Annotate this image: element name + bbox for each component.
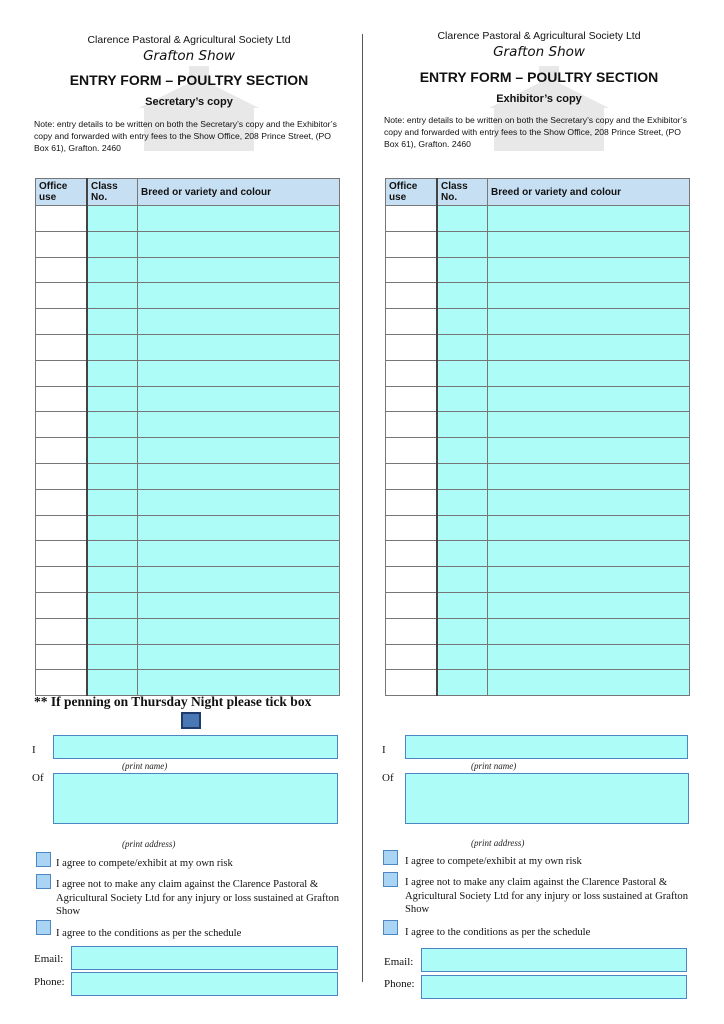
table-row — [36, 592, 340, 618]
table-row — [386, 670, 690, 696]
office-use-cell — [386, 592, 438, 618]
office-use-cell — [36, 334, 88, 360]
entry-table — [385, 178, 690, 696]
entry-rows — [386, 206, 690, 696]
office-use-cell — [386, 309, 438, 335]
breed-cell[interactable] — [488, 206, 690, 232]
office-use-cell — [386, 257, 438, 283]
table-row — [386, 592, 690, 618]
class-no-header: Class No. — [87, 179, 138, 206]
class-no-cell[interactable] — [87, 463, 138, 489]
office-use-cell — [386, 541, 438, 567]
table-row — [36, 206, 340, 232]
class-no-cell[interactable] — [437, 592, 488, 618]
table-row — [386, 206, 690, 232]
breed-cell[interactable] — [138, 283, 340, 309]
table-row — [36, 541, 340, 567]
show-name: Grafton Show — [143, 48, 235, 64]
breed-cell[interactable] — [138, 567, 340, 593]
class-no-cell[interactable] — [437, 567, 488, 593]
table-row — [386, 386, 690, 412]
table-row — [36, 360, 340, 386]
class-no-cell[interactable] — [87, 412, 138, 438]
breed-cell[interactable] — [138, 438, 340, 464]
breed-cell[interactable] — [138, 489, 340, 515]
agree-no-claim-checkbox[interactable] — [36, 874, 51, 889]
agree-no-claim-text: I agree not to make any claim against the Clarence Pastoral & Agricultural Society Ltd for any injury or loss sustained at Grafton Show — [56, 879, 340, 917]
class-no-cell[interactable] — [437, 412, 488, 438]
office-use-cell — [36, 386, 88, 412]
breed-header: Breed or variety and colour — [488, 179, 690, 206]
agree-no-claim-checkbox[interactable] — [383, 872, 398, 887]
class-no-cell[interactable] — [437, 360, 488, 386]
entry-table — [35, 178, 340, 696]
address-field[interactable] — [405, 773, 689, 824]
show-name: Grafton Show — [493, 44, 585, 60]
class-no-cell[interactable] — [87, 257, 138, 283]
table-row — [386, 231, 690, 257]
class-no-header: Class No. — [437, 179, 488, 206]
phone-label: Phone: — [384, 978, 415, 990]
table-row — [386, 618, 690, 644]
table-row — [36, 412, 340, 438]
agree-risk-checkbox[interactable] — [36, 852, 51, 867]
instructions-note: Note: entry details to be written on both the Secretary’s copy and the Exhibitor’s copy and forwarded with entry fees to the Show Office, 208 Prince Street, (PO Box 61), Grafton. 2460 — [34, 119, 337, 153]
breed-cell[interactable] — [138, 463, 340, 489]
table-row — [36, 644, 340, 670]
phone-field[interactable] — [421, 975, 687, 999]
copy-label: Exhibitor’s copy — [496, 93, 582, 105]
office-use-cell — [36, 567, 88, 593]
table-row — [36, 618, 340, 644]
table-row — [36, 283, 340, 309]
breed-cell[interactable] — [488, 360, 690, 386]
class-no-cell[interactable] — [87, 592, 138, 618]
office-use-cell — [36, 257, 88, 283]
office-use-cell — [36, 309, 88, 335]
class-no-cell[interactable] — [87, 489, 138, 515]
email-field[interactable] — [71, 946, 338, 970]
breed-cell[interactable] — [138, 618, 340, 644]
form-title: ENTRY FORM – POULTRY SECTION — [419, 69, 659, 85]
office-use-cell — [36, 463, 88, 489]
agree-conditions-text: I agree to the conditions as per the schedule — [405, 927, 591, 938]
office-use-header: Office use — [36, 179, 88, 206]
office-use-cell — [386, 334, 438, 360]
exhibitor-copy — [380, 0, 698, 1024]
class-no-cell[interactable] — [87, 334, 138, 360]
table-row — [36, 438, 340, 464]
breed-cell[interactable] — [138, 670, 340, 696]
class-no-cell[interactable] — [87, 670, 138, 696]
breed-cell[interactable] — [488, 309, 690, 335]
address-hint: (print address) — [471, 838, 525, 848]
class-no-cell[interactable] — [87, 360, 138, 386]
class-no-cell[interactable] — [87, 283, 138, 309]
agree-risk-text: I agree to compete/exhibit at my own risk — [56, 858, 233, 869]
class-no-cell[interactable] — [87, 206, 138, 232]
name-hint: (print name) — [122, 761, 168, 771]
class-no-cell[interactable] — [437, 489, 488, 515]
table-row — [36, 386, 340, 412]
class-no-cell[interactable] — [437, 386, 488, 412]
table-row — [36, 567, 340, 593]
breed-cell[interactable] — [138, 231, 340, 257]
penning-note: ** If penning on Thursday Night please tick box — [34, 694, 312, 709]
breed-cell[interactable] — [138, 309, 340, 335]
class-no-cell[interactable] — [437, 438, 488, 464]
class-no-cell[interactable] — [87, 231, 138, 257]
class-no-cell[interactable] — [437, 334, 488, 360]
phone-label: Phone: — [34, 976, 65, 988]
breed-cell[interactable] — [488, 489, 690, 515]
class-no-cell[interactable] — [437, 644, 488, 670]
class-no-cell[interactable] — [437, 670, 488, 696]
office-use-cell — [36, 592, 88, 618]
office-use-cell — [386, 206, 438, 232]
breed-cell[interactable] — [488, 386, 690, 412]
table-row — [36, 489, 340, 515]
breed-cell[interactable] — [488, 670, 690, 696]
class-no-cell[interactable] — [437, 515, 488, 541]
office-use-cell — [386, 231, 438, 257]
agree-conditions-checkbox[interactable] — [383, 920, 398, 935]
table-header-row — [36, 179, 340, 206]
class-no-cell[interactable] — [87, 438, 138, 464]
breed-cell[interactable] — [138, 360, 340, 386]
table-row — [36, 231, 340, 257]
office-use-cell — [386, 360, 438, 386]
table-row — [36, 463, 340, 489]
class-no-cell[interactable] — [437, 309, 488, 335]
office-use-cell — [36, 541, 88, 567]
breed-cell[interactable] — [138, 257, 340, 283]
table-row — [386, 334, 690, 360]
breed-cell[interactable] — [488, 541, 690, 567]
email-label: Email: — [34, 953, 64, 965]
class-no-cell[interactable] — [437, 231, 488, 257]
address-label: Of — [382, 772, 394, 784]
class-no-cell[interactable] — [437, 541, 488, 567]
breed-cell[interactable] — [138, 592, 340, 618]
class-no-cell[interactable] — [437, 283, 488, 309]
breed-cell[interactable] — [138, 412, 340, 438]
phone-field[interactable] — [71, 972, 338, 996]
table-row — [36, 257, 340, 283]
table-header-row — [386, 179, 690, 206]
office-use-cell — [386, 463, 438, 489]
office-use-cell — [36, 644, 88, 670]
office-use-cell — [386, 283, 438, 309]
breed-cell[interactable] — [488, 644, 690, 670]
table-row — [386, 360, 690, 386]
table-row — [36, 670, 340, 696]
office-use-cell — [36, 206, 88, 232]
class-no-cell[interactable] — [87, 618, 138, 644]
breed-cell[interactable] — [138, 386, 340, 412]
breed-cell[interactable] — [488, 283, 690, 309]
breed-cell[interactable] — [488, 592, 690, 618]
agree-conditions-text: I agree to the conditions as per the schedule — [56, 928, 242, 939]
name-hint: (print name) — [471, 761, 517, 771]
office-use-cell — [386, 515, 438, 541]
name-label: I — [32, 744, 36, 756]
office-use-cell — [36, 360, 88, 386]
name-field[interactable] — [53, 735, 338, 759]
breed-cell[interactable] — [138, 206, 340, 232]
breed-cell[interactable] — [138, 515, 340, 541]
table-row — [386, 412, 690, 438]
breed-cell[interactable] — [488, 231, 690, 257]
breed-cell[interactable] — [488, 515, 690, 541]
breed-header: Breed or variety and colour — [138, 179, 340, 206]
table-row — [386, 463, 690, 489]
office-use-cell — [386, 489, 438, 515]
agree-risk-text: I agree to compete/exhibit at my own risk — [405, 856, 582, 867]
instructions-note: Note: entry details to be written on both the Secretary’s copy and the Exhibitor’s copy and forwarded with entry fees to the Show Office, 208 Prince Street, (PO Box 61), Grafton. 2460 — [384, 115, 687, 149]
breed-cell[interactable] — [138, 541, 340, 567]
table-row — [386, 438, 690, 464]
copy-label: Secretary’s copy — [145, 96, 233, 108]
table-row — [386, 541, 690, 567]
table-row — [386, 515, 690, 541]
agree-risk-checkbox[interactable] — [383, 850, 398, 865]
office-use-cell — [36, 515, 88, 541]
class-no-cell[interactable] — [437, 463, 488, 489]
office-use-cell — [36, 489, 88, 515]
form-title: ENTRY FORM – POULTRY SECTION — [69, 72, 309, 88]
table-row — [36, 515, 340, 541]
office-use-cell — [36, 670, 88, 696]
class-no-cell[interactable] — [87, 386, 138, 412]
table-row — [386, 283, 690, 309]
address-field[interactable] — [53, 773, 338, 824]
agree-conditions-checkbox[interactable] — [36, 920, 51, 935]
office-use-cell — [386, 567, 438, 593]
office-use-header: Office use — [386, 179, 438, 206]
office-use-cell — [36, 231, 88, 257]
society-name: Clarence Pastoral & Agricultural Society Ltd — [87, 34, 291, 46]
center-divider — [362, 34, 363, 982]
penning-checkbox[interactable] — [181, 712, 201, 729]
office-use-cell — [386, 386, 438, 412]
table-row — [386, 489, 690, 515]
table-row — [36, 309, 340, 335]
breed-cell[interactable] — [488, 334, 690, 360]
breed-cell[interactable] — [488, 257, 690, 283]
class-no-cell[interactable] — [87, 515, 138, 541]
agree-no-claim-text: I agree not to make any claim against the Clarence Pastoral & Agricultural Society Ltd for any injury or loss sustained at Grafton Show — [405, 877, 689, 915]
class-no-cell[interactable] — [87, 541, 138, 567]
address-label: Of — [32, 772, 44, 784]
table-row — [386, 644, 690, 670]
name-field[interactable] — [405, 735, 688, 759]
breed-cell[interactable] — [488, 412, 690, 438]
office-use-cell — [36, 618, 88, 644]
society-name: Clarence Pastoral & Agricultural Society Ltd — [437, 30, 641, 42]
office-use-cell — [386, 618, 438, 644]
class-no-cell[interactable] — [87, 567, 138, 593]
table-row — [386, 309, 690, 335]
breed-cell[interactable] — [488, 463, 690, 489]
email-field[interactable] — [421, 948, 687, 972]
office-use-cell — [386, 670, 438, 696]
name-label: I — [382, 744, 386, 756]
entry-rows — [36, 206, 340, 696]
office-use-cell — [36, 438, 88, 464]
email-label: Email: — [384, 956, 414, 968]
class-no-cell[interactable] — [87, 644, 138, 670]
office-use-cell — [386, 438, 438, 464]
class-no-cell[interactable] — [437, 257, 488, 283]
office-use-cell — [386, 644, 438, 670]
breed-cell[interactable] — [138, 644, 340, 670]
table-row — [386, 257, 690, 283]
class-no-cell[interactable] — [437, 206, 488, 232]
office-use-cell — [36, 283, 88, 309]
breed-cell[interactable] — [488, 438, 690, 464]
office-use-cell — [386, 412, 438, 438]
breed-cell[interactable] — [488, 618, 690, 644]
breed-cell[interactable] — [488, 567, 690, 593]
class-no-cell[interactable] — [87, 309, 138, 335]
breed-cell[interactable] — [138, 334, 340, 360]
table-row — [36, 334, 340, 360]
table-row — [386, 567, 690, 593]
address-hint: (print address) — [122, 839, 176, 849]
class-no-cell[interactable] — [437, 618, 488, 644]
office-use-cell — [36, 412, 88, 438]
secretary-copy — [30, 0, 348, 1024]
